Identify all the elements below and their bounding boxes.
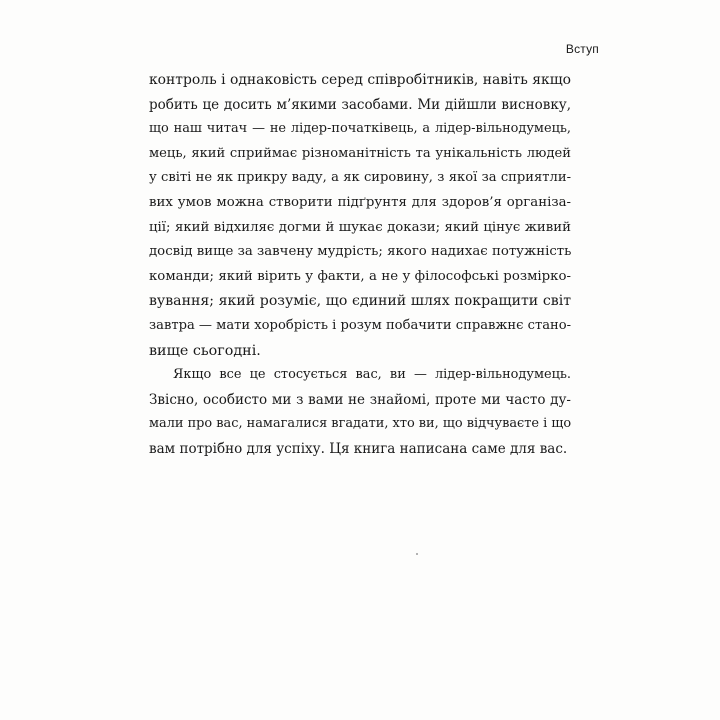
text-line: мець, який сприймає різноманітність та унікальність людей [149,145,571,161]
text-line: вування; який розуміє, що єдиний шлях покращити світ [149,293,571,310]
paragraph-1 [149,68,571,363]
text-line: мали про вас, намагалися вгадати, хто ви, що відчуваєте і що [149,416,572,432]
text-line: ції; який відхиляє догми й шукає докази; який цінує живий [149,219,571,235]
text-line: команди; який вірить у факти, а не у філософські розмірко- [149,268,571,284]
text-line: що наш читач — не лідер-початківець, а лідер-вільнодумець, [149,121,571,137]
text-line: вам потрібно для успіху. Ця книга написана саме для вас. [149,440,568,457]
text-line: Якщо все це стосується вас, ви — лідер-вільнодумець. [173,367,571,383]
running-head: Вступ [565,42,599,56]
text-line: Звісно, особисто ми з вами не знайомі, проте ми часто ду- [149,391,571,408]
paragraph-2 [149,363,571,461]
text-line: досвід вище за завчену мудрість; якого надихає потужність [149,244,572,260]
body-text [149,68,571,462]
text-line: завтра — мати хоробрість і розум побачити справжнє стано- [149,317,572,333]
text-line: робить це досить м’якими засобами. Ми дійшли висновку, [149,96,571,113]
text-line: у світі не як прикру ваду, а як сировину, з якої за сприятли- [149,170,571,186]
paper-speck [416,553,418,555]
text-line: вих умов можна створити підґрунтя для здоров’я організа- [149,194,571,210]
text-line: вище сьогодні. [149,342,261,359]
text-line: контроль і однаковість серед співробітників, навіть якщо [149,72,571,88]
